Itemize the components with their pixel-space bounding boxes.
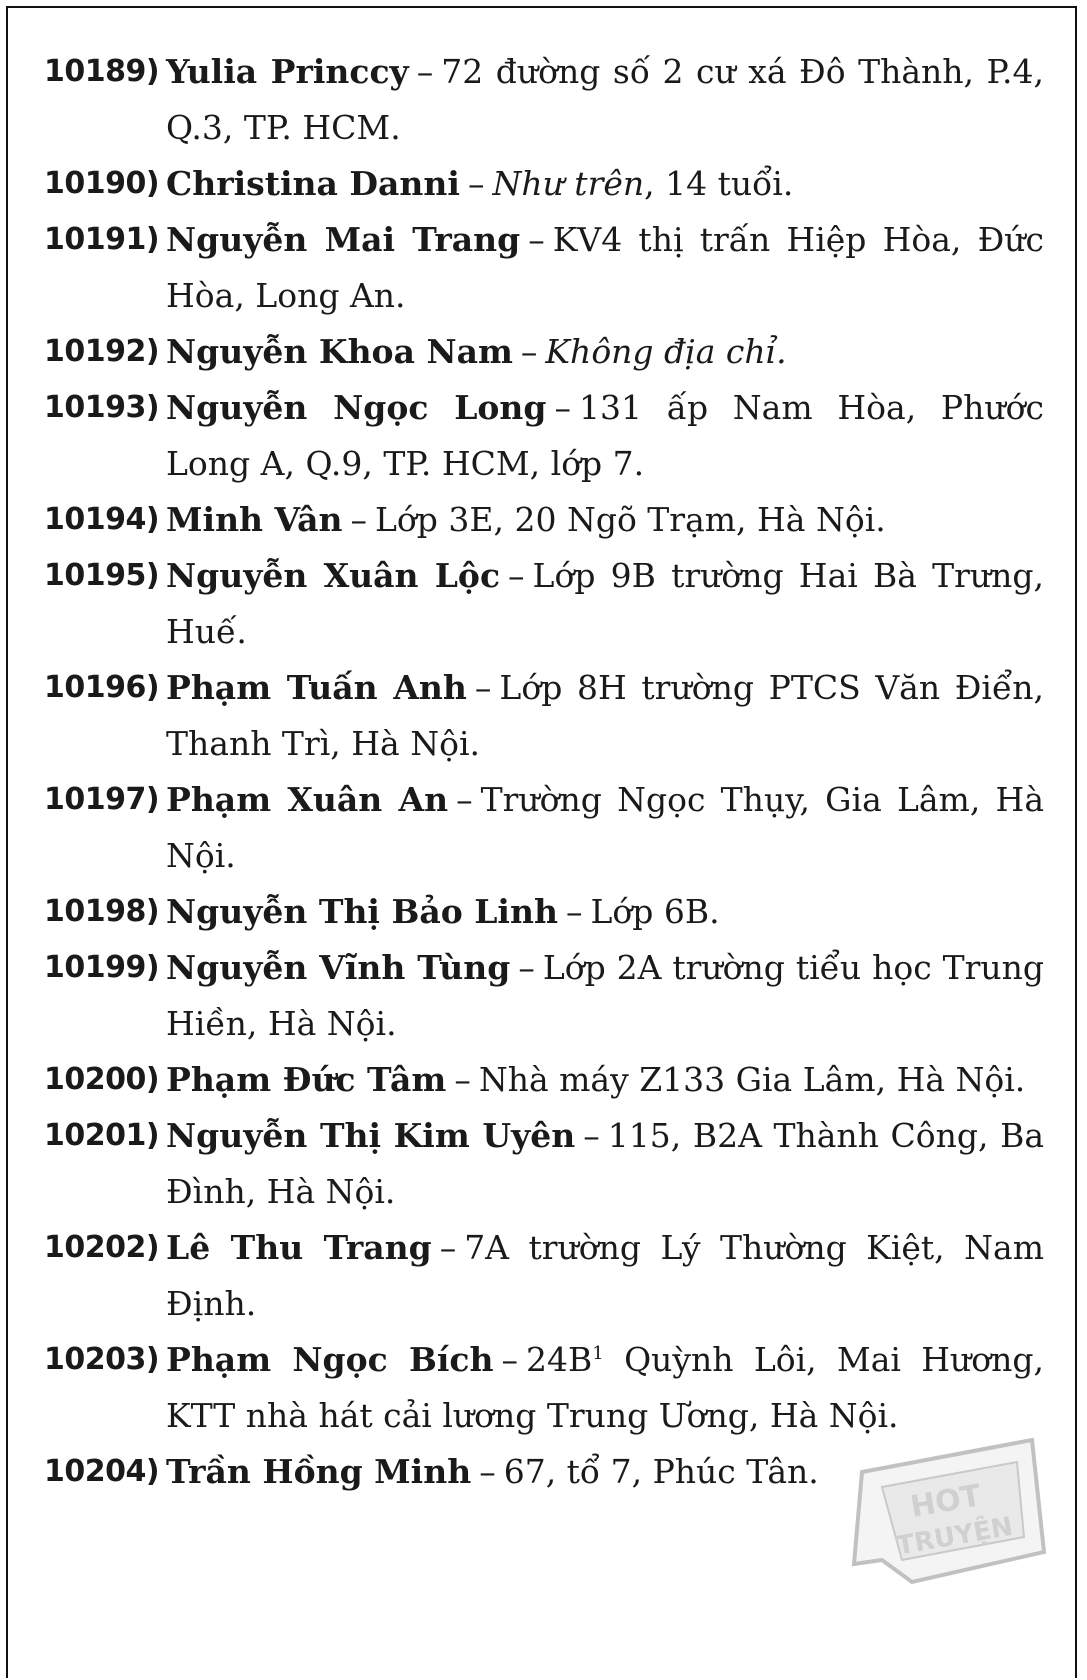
entry-address: Quỳnh Lôi, Mai Hương, KTT nhà hát cải lương Trung Ương, Hà Nội.	[166, 1340, 1044, 1435]
list-item: 10190) Christina Danni – Như trên, 14 tuổi.	[44, 156, 1044, 212]
entry-name: Nguyễn Khoa Nam	[166, 332, 513, 371]
entry-name: Lê Thu Trang	[166, 1228, 432, 1267]
entry-name: Phạm Xuân An	[166, 780, 449, 819]
list-item: 10197) Phạm Xuân An – Trường Ngọc Thụy, Gia Lâm, Hà Nội.	[44, 772, 1044, 884]
entry-name: Phạm Đức Tâm	[166, 1060, 447, 1099]
entry-address: 72 đường số 2 cư xá Đô Thành, P.4, Q.3, TP. HCM.	[166, 52, 1045, 147]
entry-name: Trần Hồng Minh	[166, 1452, 472, 1491]
entry-number: 10195)	[44, 558, 160, 593]
svg-text:TRUYỆN: TRUYỆN	[894, 1511, 1016, 1562]
entry-name: Phạm Ngọc Bích	[166, 1340, 494, 1379]
entry-address: 115, B2A Thành Công, Ba Đình, Hà Nội.	[166, 1116, 1044, 1211]
list-item: 10204) Trần Hồng Minh – 67, tổ 7, Phúc Tân.	[44, 1444, 1044, 1500]
list-item: 10203) Phạm Ngọc Bích – $24B^1$ Quỳnh Lôi, Mai Hương, KTT nhà hát cải lương Trung Ương, Hà Nội.	[44, 1332, 1044, 1444]
entry-number: 10201)	[44, 1118, 160, 1153]
entry-note: Không địa chỉ.	[545, 332, 787, 371]
entry-number: 10189)	[44, 54, 160, 89]
list-item: 10201) Nguyễn Thị Kim Uyên – 115, B2A Thành Công, Ba Đình, Hà Nội.	[44, 1108, 1044, 1220]
entry-address: , 14 tuổi.	[644, 164, 794, 203]
list-item: 10194) Minh Vân – Lớp 3E, 20 Ngõ Trạm, Hà Nội.	[44, 492, 1044, 548]
list-item: 10191) Nguyễn Mai Trang – KV4 thị trấn Hiệp Hòa, Đức Hòa, Long An.	[44, 212, 1044, 324]
entry-number: 10202)	[44, 1230, 160, 1265]
entry-number: 10203)	[44, 1342, 160, 1377]
list-item: 10193) Nguyễn Ngọc Long – 131 ấp Nam Hòa, Phước Long A, Q.9, TP. HCM, lớp 7.	[44, 380, 1044, 492]
entry-address: Lớp 2A trường tiểu học Trung Hiền, Hà Nội.	[166, 948, 1044, 1043]
entry-name: Christina Danni	[166, 164, 460, 203]
list-item: 10198) Nguyễn Thị Bảo Linh – Lớp 6B.	[44, 884, 1044, 940]
list-item: 10199) Nguyễn Vĩnh Tùng – Lớp 2A trường tiểu học Trung Hiền, Hà Nội.	[44, 940, 1044, 1052]
entry-address: Lớp 6B.	[590, 892, 720, 931]
watermark-logo-icon	[842, 1432, 1052, 1592]
svg-text:HOT: HOT	[907, 1478, 984, 1526]
entry-name: Nguyễn Xuân Lộc	[166, 556, 501, 595]
entry-superscript: 1	[592, 1343, 604, 1364]
entry-name: Minh Vân	[166, 500, 343, 539]
entry-note: Như trên	[492, 164, 645, 203]
entry-number: 10200)	[44, 1062, 160, 1097]
entry-name: Nguyễn Thị Kim Uyên	[166, 1116, 576, 1155]
list-item: 10200) Phạm Đức Tâm – Nhà máy Z133 Gia Lâm, Hà Nội.	[44, 1052, 1044, 1108]
entry-number: 10197)	[44, 782, 160, 817]
entry-address: Lớp 3E, 20 Ngõ Trạm, Hà Nội.	[375, 500, 886, 539]
entry-number: 10190)	[44, 166, 160, 201]
entry-name: Nguyễn Thị Bảo Linh	[166, 892, 558, 931]
entry-number: 10192)	[44, 334, 160, 369]
entry-number: 10204)	[44, 1454, 160, 1489]
entry-address: Nhà máy Z133 Gia Lâm, Hà Nội.	[478, 1060, 1026, 1099]
entry-name: Yulia Princcy	[166, 52, 409, 91]
entry-address: KV4 thị trấn Hiệp Hòa, Đức Hòa, Long An.	[166, 220, 1044, 315]
entry-number: 10191)	[44, 222, 160, 257]
address-list	[44, 44, 1044, 1500]
entry-number: 10193)	[44, 390, 160, 425]
entry-number: 10194)	[44, 502, 160, 537]
entry-name: Nguyễn Vĩnh Tùng	[166, 948, 511, 987]
entry-name: Nguyễn Mai Trang	[166, 220, 521, 259]
entry-address: 7A trường Lý Thường Kiệt, Nam Định.	[166, 1228, 1044, 1323]
entry-name: Nguyễn Ngọc Long	[166, 388, 547, 427]
entry-address: Lớp 8H trường PTCS Văn Điển, Thanh Trì, Hà Nội.	[166, 668, 1045, 763]
entry-address: Trường Ngọc Thụy, Gia Lâm, Hà Nội.	[166, 780, 1044, 875]
list-item: 10192) Nguyễn Khoa Nam – Không địa chỉ.	[44, 324, 1044, 380]
entry-number: 10199)	[44, 950, 160, 985]
entry-name: Phạm Tuấn Anh	[166, 668, 467, 707]
list-item: 10202) Lê Thu Trang – 7A trường Lý Thường Kiệt, Nam Định.	[44, 1220, 1044, 1332]
entry-number: 10196)	[44, 670, 160, 705]
list-item: 10196) Phạm Tuấn Anh – Lớp 8H trường PTCS Văn Điển, Thanh Trì, Hà Nội.	[44, 660, 1044, 772]
list-item: 10189) Yulia Princcy – 72 đường số 2 cư xá Đô Thành, P.4, Q.3, TP. HCM.	[44, 44, 1044, 156]
entry-address: 131 ấp Nam Hòa, Phước Long A, Q.9, TP. HCM, lớp 7.	[166, 388, 1044, 483]
entry-address: Lớp 9B trường Hai Bà Trưng, Huế.	[166, 556, 1044, 651]
entry-number: 10198)	[44, 894, 160, 929]
list-item: 10195) Nguyễn Xuân Lộc – Lớp 9B trường Hai Bà Trưng, Huế.	[44, 548, 1044, 660]
entry-address-prefix: 24B	[526, 1340, 593, 1379]
entry-address: 67, tổ 7, Phúc Tân.	[503, 1452, 819, 1491]
